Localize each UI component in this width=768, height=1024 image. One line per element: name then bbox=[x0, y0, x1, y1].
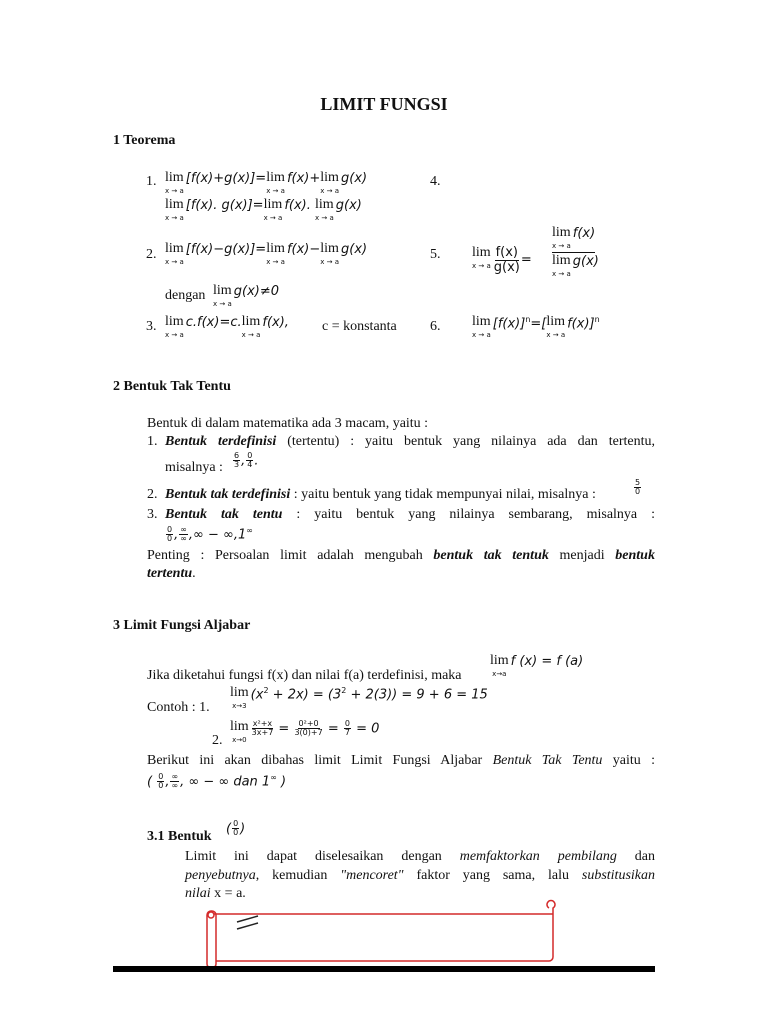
numerator: 0 bbox=[344, 719, 350, 728]
subsection-heading: 3.1 Bentuk bbox=[147, 829, 212, 844]
example bbox=[633, 479, 642, 497]
math-text: . bbox=[254, 453, 259, 469]
numerator: 0 bbox=[158, 772, 164, 781]
math-text: g(x) bbox=[335, 198, 362, 213]
text: : yaitu bentuk yang nilainya sembarang, misalnya : bbox=[282, 507, 656, 522]
dengan-label: dengan bbox=[165, 288, 206, 303]
lim-label: lim bbox=[266, 170, 285, 185]
math-text: f(x)− bbox=[286, 242, 321, 257]
lim-label: lim bbox=[490, 653, 509, 668]
theorem-formula-denominator bbox=[552, 254, 599, 278]
lim-operator bbox=[320, 242, 339, 266]
text: faktor yang sama, lalu bbox=[403, 868, 582, 883]
math-text: g(x)≠0 bbox=[233, 284, 280, 299]
lim-operator bbox=[266, 242, 285, 266]
lim-operator bbox=[213, 284, 232, 308]
lim-operator bbox=[472, 246, 491, 270]
forms bbox=[147, 773, 286, 791]
lim-label: lim bbox=[552, 253, 571, 268]
math-text: g(x) bbox=[341, 171, 368, 186]
theorem-number: 4. bbox=[430, 174, 441, 189]
theorem-formula bbox=[165, 171, 367, 195]
math-text: = bbox=[274, 721, 294, 737]
lim-subscript: x → a bbox=[546, 331, 566, 339]
superscript: ∞ bbox=[246, 526, 253, 536]
numerator: 5 bbox=[635, 478, 641, 487]
lim-label: lim bbox=[263, 197, 283, 212]
numerator: f(x) bbox=[495, 245, 518, 260]
math-text: [f(x)−g(x)]= bbox=[185, 242, 267, 257]
math-text: [f(x). g(x)]= bbox=[185, 198, 264, 213]
math-text: , bbox=[174, 527, 179, 543]
lim-operator bbox=[315, 198, 334, 222]
math-text: f(x)+ bbox=[286, 171, 321, 186]
lim-subscript: x → a bbox=[213, 300, 232, 308]
theorem-formula bbox=[472, 315, 600, 339]
lim-operator bbox=[165, 242, 184, 266]
text: , kemudian bbox=[255, 868, 341, 883]
lim-operator bbox=[165, 315, 184, 339]
paragraph bbox=[147, 753, 655, 769]
paragraph: Bentuk di dalam matematika ada 3 macam, yaitu : bbox=[147, 416, 429, 431]
lim-subscript: x → a bbox=[315, 214, 334, 222]
lim-label: lim bbox=[213, 283, 232, 298]
example-formula bbox=[230, 720, 379, 744]
list-item bbox=[165, 487, 596, 503]
lim-subscript: x → a bbox=[552, 242, 571, 250]
constant-note: c = konstanta bbox=[322, 319, 397, 334]
denominator: ∞ bbox=[171, 781, 179, 791]
lim-label: lim bbox=[165, 241, 184, 256]
math-text: = 0 bbox=[351, 721, 380, 737]
math-text: = bbox=[323, 721, 343, 737]
lim-operator bbox=[490, 654, 509, 678]
numerator: x²+x bbox=[252, 719, 273, 728]
fraction bbox=[166, 526, 173, 544]
lim-subscript: x → a bbox=[472, 262, 491, 270]
fraction bbox=[233, 452, 240, 470]
lim-subscript: x → a bbox=[472, 331, 491, 339]
lim-operator bbox=[472, 315, 491, 339]
lim-subscript: x → a bbox=[266, 187, 285, 195]
fraction bbox=[170, 773, 179, 791]
denominator: 3(0)+7 bbox=[294, 728, 323, 738]
text: penyebutnya bbox=[185, 868, 256, 883]
math-text: ) bbox=[276, 774, 287, 790]
list-number: 1. bbox=[147, 434, 158, 449]
text: "mencoret" bbox=[340, 868, 404, 883]
denominator: 0 bbox=[167, 534, 173, 544]
lim-label: lim bbox=[546, 314, 566, 329]
lim-label: lim bbox=[165, 197, 184, 212]
form bbox=[226, 820, 245, 838]
page-title: LIMIT FUNGSI bbox=[320, 94, 448, 114]
denominator: 0 bbox=[233, 828, 239, 838]
example bbox=[165, 526, 253, 544]
numerator: 0 bbox=[167, 525, 173, 534]
math-text: ( bbox=[226, 821, 232, 837]
list-item bbox=[165, 507, 655, 523]
numerator: 6 bbox=[234, 451, 240, 460]
superscript: 2 bbox=[263, 686, 269, 695]
lim-operator bbox=[320, 171, 339, 195]
lim-label: lim bbox=[165, 170, 184, 185]
math-text: f (x) = f (a) bbox=[510, 654, 584, 669]
math-text: (x bbox=[250, 687, 264, 703]
math-text: [f(x)+g(x)]= bbox=[185, 171, 267, 186]
math-text: , bbox=[165, 774, 170, 790]
formula bbox=[490, 654, 583, 678]
fraction bbox=[157, 773, 164, 791]
text: nilai bbox=[185, 886, 211, 901]
numerator: ∞ bbox=[171, 772, 179, 781]
math-text: ( bbox=[147, 774, 157, 790]
fraction bbox=[179, 526, 188, 544]
math-text: c.f(x)=c. bbox=[185, 315, 242, 330]
lim-operator bbox=[165, 171, 184, 195]
term: Bentuk terdefinisi bbox=[165, 434, 277, 449]
section-heading-teorema: 1 Teorema bbox=[113, 133, 176, 148]
text: tertentu bbox=[147, 566, 193, 581]
lim-label: lim bbox=[472, 314, 491, 329]
math-text: f(x)] bbox=[567, 316, 595, 332]
lim-subscript: x→a bbox=[492, 670, 507, 678]
paragraph bbox=[147, 566, 196, 582]
math-text: [f(x)] bbox=[492, 316, 526, 332]
lim-operator bbox=[546, 315, 565, 339]
lim-label: lim bbox=[230, 719, 249, 734]
superscript: 2 bbox=[341, 686, 347, 695]
numerator: 0²+0 bbox=[298, 719, 319, 728]
list-item bbox=[165, 434, 655, 450]
page-divider bbox=[113, 966, 655, 972]
theorem-formula bbox=[165, 198, 362, 222]
theorem-number: 1. bbox=[146, 174, 157, 189]
text: Penting : Persoalan limit adalah mengubah bbox=[147, 548, 434, 563]
lim-subscript: x→3 bbox=[232, 702, 247, 710]
theorem-number: 5. bbox=[430, 247, 441, 262]
lim-subscript: x → a bbox=[165, 187, 184, 195]
lim-label: lim bbox=[320, 170, 339, 185]
lim-label: lim bbox=[315, 197, 334, 212]
lim-label: lim bbox=[320, 241, 339, 256]
term: Bentuk tak tentu bbox=[165, 507, 283, 522]
lim-operator bbox=[266, 171, 285, 195]
lim-subscript: x → a bbox=[552, 270, 571, 278]
math-text: , bbox=[241, 453, 246, 469]
theorem-formula bbox=[472, 246, 532, 274]
text: (tertentu) : yaitu bentuk yang nilainya ada dan tertentu, bbox=[276, 434, 655, 449]
lim-label: lim bbox=[230, 685, 249, 700]
fraction bbox=[252, 720, 274, 738]
lim-label: lim bbox=[552, 225, 571, 240]
term: Bentuk tak terdefinisi bbox=[165, 487, 291, 502]
lim-subscript: x → a bbox=[320, 187, 339, 195]
numerator: ∞ bbox=[180, 525, 187, 534]
list-number: 2. bbox=[147, 487, 158, 502]
denominator: 3x+7 bbox=[251, 728, 274, 738]
text: x = a. bbox=[210, 886, 246, 901]
text: substitusikan bbox=[581, 868, 655, 883]
lim-operator bbox=[552, 226, 571, 250]
theorem-number: 6. bbox=[430, 319, 441, 334]
fraction bbox=[634, 479, 641, 497]
paragraph: Jika diketahui fungsi f(x) dan nilai f(a) terdefinisi, maka bbox=[147, 668, 462, 683]
math-text: + 2x) = (3 bbox=[268, 687, 342, 703]
numerator: 0 bbox=[247, 451, 253, 460]
fraction bbox=[294, 720, 322, 738]
text: Bentuk Tak Tentu bbox=[492, 753, 603, 768]
text: Limit ini dapat diselesaikan dengan bbox=[185, 849, 460, 864]
lim-subscript: x → a bbox=[165, 331, 184, 339]
math-text: , ∞ − ∞ dan 1 bbox=[180, 774, 271, 790]
theorem-number: 3. bbox=[146, 319, 157, 334]
lim-operator bbox=[552, 254, 571, 278]
theorem-formula bbox=[165, 315, 289, 339]
lim-operator bbox=[165, 198, 184, 222]
denominator: 0 bbox=[158, 781, 164, 791]
list-number: 3. bbox=[147, 507, 158, 522]
lim-subscript: x → a bbox=[266, 258, 285, 266]
paragraph bbox=[185, 868, 655, 884]
numerator: 0 bbox=[233, 819, 239, 828]
math-text: f(x). bbox=[284, 198, 315, 213]
text: bentuk tak tentuk bbox=[433, 548, 549, 563]
contoh-label: Contoh : 1. bbox=[147, 700, 210, 715]
paragraph bbox=[147, 548, 655, 564]
math-text: = bbox=[520, 252, 532, 268]
lim-subscript: x → a bbox=[263, 214, 283, 222]
math-text: f(x) bbox=[572, 226, 596, 241]
theorem-formula-numerator bbox=[552, 226, 595, 253]
paragraph bbox=[185, 849, 655, 865]
lim-operator bbox=[230, 686, 249, 710]
theorem-condition bbox=[213, 284, 279, 308]
lim-subscript: x → a bbox=[320, 258, 339, 266]
lim-subscript: x → a bbox=[241, 331, 261, 339]
denominator: ∞ bbox=[180, 534, 187, 544]
denominator: 3 bbox=[234, 460, 240, 470]
lim-subscript: x → a bbox=[165, 214, 184, 222]
section-heading-bentuk-tak-tentu: 2 Bentuk Tak Tentu bbox=[113, 379, 231, 394]
theorem-formula bbox=[165, 242, 367, 266]
section-heading-limit-aljabar: 3 Limit Fungsi Aljabar bbox=[113, 618, 251, 633]
math-text: =[ bbox=[530, 316, 547, 332]
theorem-number: 2. bbox=[146, 247, 157, 262]
text: misalnya : bbox=[165, 460, 223, 475]
list-number: 2. bbox=[212, 733, 223, 748]
text: . bbox=[192, 566, 196, 581]
lim-operator bbox=[264, 198, 283, 222]
lim-label: lim bbox=[472, 245, 491, 260]
lim-operator bbox=[242, 315, 261, 339]
lim-label: lim bbox=[165, 314, 184, 329]
text: dan bbox=[616, 849, 655, 864]
denominator: 4 bbox=[247, 460, 253, 470]
fraction bbox=[344, 720, 351, 738]
math-text: g(x) bbox=[341, 242, 368, 257]
example-formula bbox=[230, 686, 488, 710]
denominator: 0 bbox=[635, 487, 641, 497]
math-text: + 2(3)) = 9 + 6 = 15 bbox=[346, 687, 488, 703]
fraction bbox=[246, 452, 253, 470]
math-text: ) bbox=[240, 821, 246, 837]
lim-subscript: x→0 bbox=[232, 736, 247, 744]
lim-operator bbox=[230, 720, 249, 744]
text: memfaktorkan pembilang bbox=[459, 849, 617, 864]
superscript: n bbox=[594, 315, 600, 324]
math-text: ,∞ − ∞,1 bbox=[188, 527, 247, 543]
superscript: ∞ bbox=[270, 773, 277, 783]
text: menjadi bbox=[548, 548, 616, 563]
scroll-shape bbox=[200, 898, 570, 973]
text: : yaitu bentuk yang tidak mempunyai nilai, misalnya : bbox=[290, 487, 596, 502]
fraction bbox=[494, 246, 520, 274]
lim-label: lim bbox=[241, 314, 261, 329]
text: bentuk bbox=[615, 548, 655, 563]
math-text: f(x), bbox=[262, 315, 289, 330]
text: Berikut ini akan dibahas limit Limit Fungsi Aljabar bbox=[147, 753, 493, 768]
lim-label: lim bbox=[266, 241, 285, 256]
superscript: n bbox=[525, 315, 531, 324]
math-text: g(x) bbox=[572, 254, 599, 269]
lim-subscript: x → a bbox=[165, 258, 184, 266]
denominator: 7 bbox=[344, 728, 350, 738]
fraction bbox=[232, 820, 239, 838]
example bbox=[232, 452, 258, 470]
text: yaitu : bbox=[602, 753, 655, 768]
denominator: g(x) bbox=[493, 259, 520, 275]
